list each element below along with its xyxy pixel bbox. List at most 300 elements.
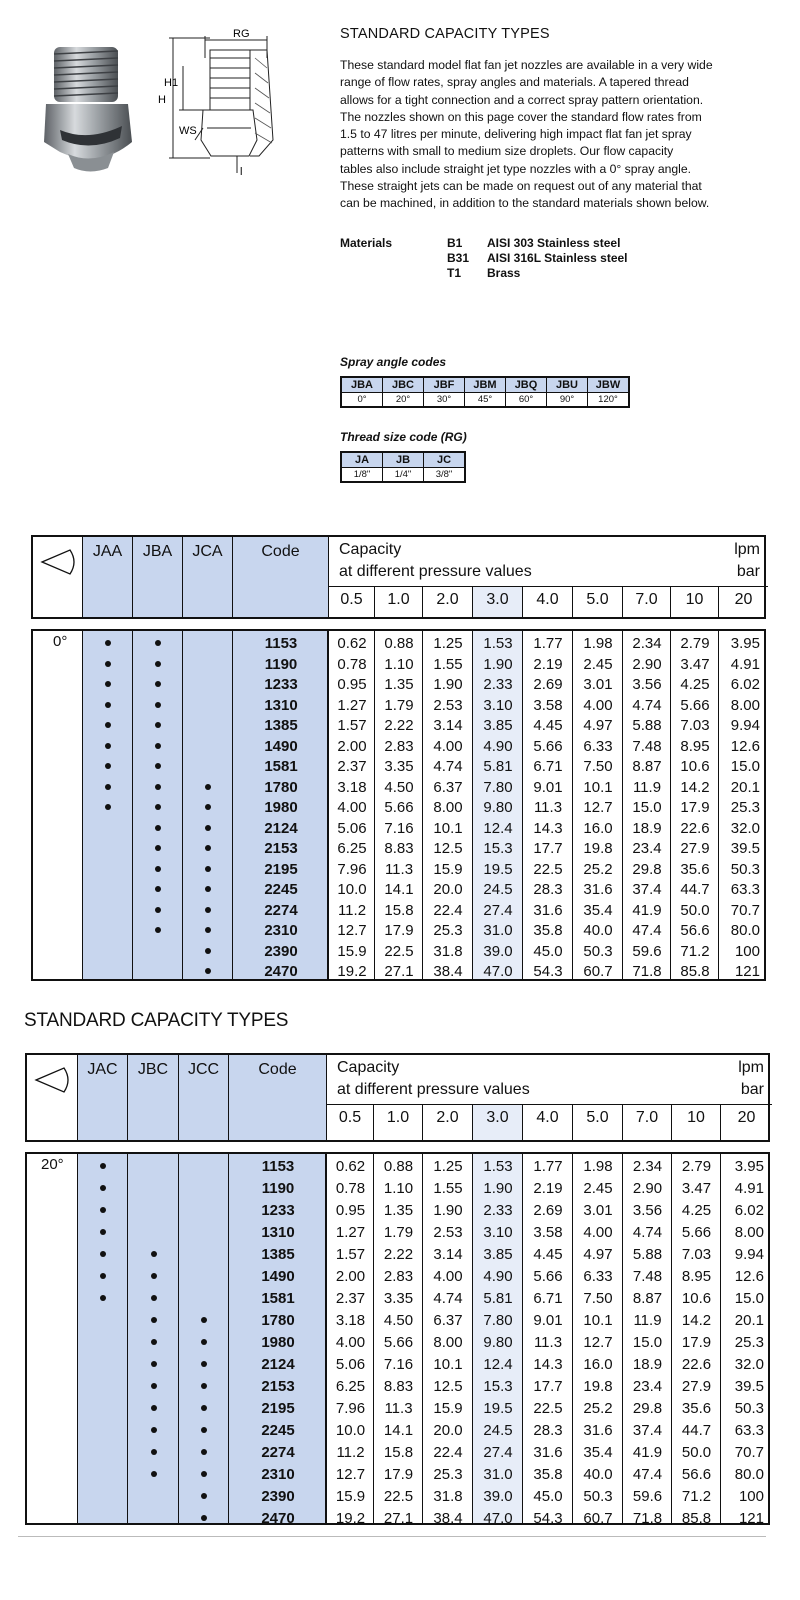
- capacity-value: 6.37: [433, 1312, 463, 1329]
- row-code: 2274: [264, 901, 298, 919]
- availability-dot: [155, 886, 161, 892]
- capacity-value: 2.90: [632, 655, 662, 673]
- capacity-value: 4.00: [335, 1334, 366, 1351]
- capacity-value: 31.6: [583, 881, 613, 898]
- capacity-value: 2.90: [632, 1180, 663, 1197]
- capacity-value: 1.98: [583, 635, 613, 652]
- capacity-value: 9.80: [483, 799, 513, 816]
- row-code: 1581: [264, 758, 298, 775]
- capacity-value: 7.16: [383, 1356, 414, 1373]
- availability-dot: [205, 948, 211, 954]
- capacity-value: 17.7: [533, 840, 563, 857]
- nozzle-type-header: JAC: [78, 1055, 128, 1140]
- capacity-value: 47.4: [632, 1466, 663, 1483]
- capacity-value: 25.2: [583, 860, 613, 878]
- row-code: 1190: [264, 655, 298, 673]
- capacity-value: 31.6: [583, 1422, 613, 1439]
- capacity-value: 3.58: [533, 1224, 563, 1241]
- capacity-value: 28.3: [533, 881, 563, 898]
- capacity-label: Capacity: [339, 541, 402, 558]
- capacity-value: 2.34: [632, 635, 662, 652]
- capacity-value: 6.33: [583, 1268, 613, 1285]
- capacity-value: 12.7: [335, 1466, 366, 1483]
- capacity-value: 14.1: [384, 881, 414, 898]
- capacity-value: 5.66: [680, 696, 710, 714]
- capacity-value: 27.1: [383, 1510, 414, 1527]
- capacity-value: 22.5: [533, 860, 563, 878]
- capacity-value: 47.4: [632, 922, 662, 939]
- unit-bar: bar: [736, 563, 760, 580]
- capacity-value: 6.71: [533, 758, 563, 775]
- unit-lpm: lpm: [734, 541, 760, 558]
- availability-dot: [205, 927, 211, 933]
- row-code: 1233: [264, 676, 298, 693]
- drawing-label-h1: H1: [164, 77, 179, 89]
- row-code: 2195: [264, 860, 298, 878]
- capacity-value: 35.6: [681, 1400, 712, 1417]
- capacity-value: 45.0: [533, 1488, 563, 1505]
- capacity-label: Capacity: [337, 1059, 400, 1076]
- capacity-value: 2.45: [583, 655, 613, 673]
- availability-dot: [151, 1295, 157, 1301]
- row-code: 2274: [261, 1444, 295, 1461]
- capacity-value: 1.77: [533, 635, 563, 652]
- capacity-value: 4.50: [383, 1312, 414, 1329]
- intro-line: patterns with small to medium size droplets. Our flow capacity: [340, 144, 674, 159]
- capacity-value: 100: [734, 942, 760, 960]
- capacity-value: 22.5: [533, 1400, 563, 1417]
- row-code: 2245: [264, 881, 298, 898]
- capacity-value: 15.8: [384, 901, 414, 919]
- capacity-value: 1.98: [583, 1158, 613, 1175]
- row-code: 1780: [264, 778, 298, 796]
- capacity-value: 7.80: [483, 778, 513, 796]
- capacity-value: 12.7: [583, 799, 613, 816]
- intro-line: These standard model flat fan jet nozzles are available in a very wide: [340, 58, 713, 72]
- capacity-value: 50.3: [583, 1488, 613, 1505]
- capacity-value: 14.2: [681, 1312, 712, 1329]
- nozzle-type-header: JCC: [179, 1055, 229, 1140]
- capacity-value: 15.3: [483, 840, 513, 857]
- drawing-label-h: H: [158, 94, 166, 106]
- materials-label: Materials: [340, 236, 393, 250]
- capacity-header: [329, 537, 768, 617]
- table-column: [33, 631, 83, 979]
- capacity-value: 11.2: [336, 1444, 365, 1461]
- material-code: T1: [447, 266, 462, 280]
- capacity-value: 60.7: [583, 1510, 613, 1527]
- availability-dot: [155, 702, 161, 708]
- spray-angle-icon: [27, 1055, 78, 1140]
- capacity-value: 63.3: [730, 881, 760, 898]
- capacity-value: 14.1: [383, 1422, 414, 1439]
- capacity-value: 1.53: [483, 1158, 513, 1175]
- capacity-value: 1.25: [433, 1158, 463, 1175]
- capacity-value: 3.85: [483, 717, 513, 734]
- spray-code: JBM: [465, 377, 506, 393]
- capacity-value: 50.0: [681, 1444, 712, 1461]
- capacity-value: 100: [738, 1488, 764, 1505]
- row-code: 2153: [264, 840, 298, 857]
- capacity-value: 10.6: [680, 758, 710, 775]
- spray-code: JBQ: [506, 377, 547, 393]
- row-code: 1490: [261, 1268, 295, 1285]
- availability-dot: [105, 784, 111, 790]
- capacity-value: 80.0: [730, 922, 760, 939]
- availability-dot: [151, 1383, 157, 1389]
- spray-angle-codes: [340, 355, 630, 408]
- capacity-value: 10.1: [583, 778, 613, 796]
- capacity-value: 1.79: [384, 696, 414, 714]
- capacity-value: 39.5: [730, 840, 760, 857]
- capacity-value: 3.95: [734, 1158, 764, 1175]
- pressure-header: 7.0: [623, 1105, 672, 1140]
- capacity-value: 3.14: [433, 1246, 463, 1263]
- availability-dot: [205, 886, 211, 892]
- capacity-value: 4.00: [433, 1268, 463, 1285]
- capacity-value: 4.90: [483, 737, 513, 755]
- pressure-header: 10: [672, 1105, 721, 1140]
- capacity-value: 22.5: [384, 942, 414, 960]
- capacity-value: 2.53: [433, 1224, 463, 1241]
- capacity-value: 27.4: [483, 1444, 513, 1461]
- capacity-value: 37.4: [632, 881, 662, 898]
- capacity-value: 2.00: [335, 1268, 366, 1285]
- capacity-value: 1.27: [337, 696, 367, 714]
- capacity-value: 8.95: [680, 737, 710, 755]
- row-code: 1310: [261, 1224, 295, 1241]
- capacity-value: 25.2: [583, 1400, 613, 1417]
- row-code: 1190: [261, 1180, 295, 1197]
- availability-dot: [105, 722, 111, 728]
- capacity-value: 6.33: [583, 737, 613, 755]
- unit-lpm: lpm: [738, 1059, 764, 1076]
- availability-dot: [201, 1471, 207, 1477]
- capacity-value: 29.8: [632, 860, 662, 878]
- row-code: 1310: [264, 696, 298, 714]
- capacity-value: 4.90: [483, 1268, 513, 1285]
- nozzle-type-header: JBC: [128, 1055, 179, 1140]
- intro-text: [340, 57, 745, 213]
- spray-code: JBF: [424, 377, 465, 393]
- capacity-value: 121: [734, 963, 760, 980]
- capacity-value: 6.25: [335, 1378, 366, 1395]
- capacity-value: 31.0: [483, 1466, 513, 1483]
- spray-angle: 90°: [547, 393, 588, 408]
- capacity-value: 59.6: [632, 1488, 663, 1505]
- availability-dot: [205, 845, 211, 851]
- code-header: Code: [233, 537, 329, 617]
- capacity-value: 1.35: [383, 1202, 414, 1219]
- capacity-value: 11.3: [384, 1400, 413, 1417]
- spray-code: JBC: [383, 377, 424, 393]
- capacity-value: 27.9: [680, 840, 710, 857]
- availability-dot: [155, 927, 161, 933]
- availability-dot: [151, 1273, 157, 1279]
- capacity-value: 35.6: [680, 860, 710, 878]
- capacity-value: 7.96: [337, 860, 367, 878]
- capacity-value: 9.94: [730, 717, 760, 734]
- capacity-value: 10.1: [433, 819, 463, 837]
- material-code: B1: [447, 236, 463, 250]
- capacity-value: 4.45: [533, 1246, 563, 1263]
- capacity-value: 10.0: [335, 1422, 366, 1439]
- availability-dot: [151, 1427, 157, 1433]
- capacity-value: 3.10: [483, 696, 513, 714]
- row-code: 2153: [261, 1378, 295, 1395]
- row-code: 1780: [261, 1312, 295, 1329]
- material-name: Brass: [487, 266, 521, 280]
- pressure-header: 0.5: [327, 1105, 374, 1140]
- capacity-value: 54.3: [533, 1510, 563, 1527]
- availability-dot: [155, 661, 161, 667]
- capacity-value: 4.00: [583, 696, 613, 714]
- capacity-value: 35.8: [533, 1466, 563, 1483]
- table-body: [31, 629, 766, 981]
- capacity-value: 2.37: [335, 1290, 366, 1307]
- capacity-header: [327, 1055, 772, 1140]
- capacity-value: 1.55: [433, 655, 463, 673]
- capacity-value: 19.2: [337, 963, 367, 980]
- capacity-value: 7.80: [483, 1312, 513, 1329]
- capacity-value: 44.7: [680, 881, 710, 898]
- intro-line: range of flow rates, spray angles and materials. A tapered thread: [340, 75, 689, 90]
- intro-title: STANDARD CAPACITY TYPES: [340, 26, 550, 42]
- availability-dot: [151, 1361, 157, 1367]
- capacity-value: 4.97: [583, 717, 613, 734]
- spray-angle-value: 0°: [53, 633, 68, 650]
- availability-dot: [205, 907, 211, 913]
- capacity-value: 5.06: [335, 1356, 366, 1373]
- capacity-value: 1.90: [433, 676, 463, 693]
- availability-dot: [100, 1295, 106, 1301]
- pressure-header: 1.0: [374, 1105, 423, 1140]
- capacity-value: 27.1: [384, 963, 414, 980]
- capacity-value: 0.95: [337, 676, 367, 693]
- capacity-value: 8.83: [384, 840, 414, 857]
- row-code: 1153: [261, 1158, 295, 1175]
- capacity-value: 2.79: [680, 635, 710, 652]
- capacity-value: 12.4: [483, 819, 513, 837]
- capacity-value: 4.74: [632, 1224, 663, 1241]
- capacity-value: 27.4: [483, 901, 513, 919]
- capacity-value: 47.0: [483, 963, 513, 980]
- capacity-value: 2.69: [533, 676, 563, 693]
- capacity-value: 5.66: [533, 1268, 563, 1285]
- capacity-value: 2.22: [384, 717, 414, 734]
- table-header: [31, 535, 766, 619]
- capacity-value: 45.0: [533, 942, 563, 960]
- spray-angle-icon: [33, 537, 83, 617]
- capacity-value: 0.88: [383, 1158, 414, 1175]
- capacity-value: 12.4: [483, 1356, 513, 1373]
- row-code: 1233: [261, 1202, 295, 1219]
- capacity-value: 14.3: [533, 819, 563, 837]
- spray-code: JBW: [588, 377, 630, 393]
- capacity-value: 31.0: [483, 922, 513, 939]
- capacity-value: 12.7: [337, 922, 367, 939]
- spray-angle: 30°: [424, 393, 465, 408]
- capacity-value: 5.66: [384, 799, 414, 816]
- capacity-value: 7.48: [632, 1268, 663, 1285]
- capacity-value: 3.85: [483, 1246, 513, 1263]
- capacity-value: 8.87: [632, 1290, 663, 1307]
- thread-code: JC: [424, 452, 466, 468]
- nozzle-type-header: JBA: [133, 537, 183, 617]
- capacity-value: 1.53: [483, 635, 513, 652]
- availability-dot: [155, 681, 161, 687]
- capacity-value: 54.3: [533, 963, 563, 980]
- capacity-value: 20.1: [730, 778, 760, 796]
- drawing-label-l: l: [240, 166, 243, 178]
- availability-dot: [155, 825, 161, 831]
- spray-angle-table: [340, 376, 630, 408]
- intro-line: 1.5 to 47 litres per minute, delivering high impact flat fan jet spray: [340, 127, 692, 142]
- capacity-value: 11.3: [384, 860, 414, 878]
- capacity-value: 4.25: [680, 676, 710, 693]
- capacity-value: 56.6: [680, 922, 710, 939]
- availability-dot: [201, 1405, 207, 1411]
- capacity-value: 8.00: [433, 1334, 463, 1351]
- availability-dot: [105, 681, 111, 687]
- capacity-value: 60.7: [583, 963, 613, 980]
- row-code: 2470: [264, 963, 298, 980]
- capacity-value: 23.4: [632, 1378, 663, 1395]
- spray-angle: 60°: [506, 393, 547, 408]
- availability-dot: [155, 866, 161, 872]
- capacity-value: 20.0: [433, 1422, 463, 1439]
- pressure-header: 1.0: [375, 587, 423, 617]
- capacity-value: 2.00: [337, 737, 367, 755]
- capacity-value: 39.0: [483, 1488, 513, 1505]
- availability-dot: [151, 1339, 157, 1345]
- spray-angle: 120°: [588, 393, 630, 408]
- capacity-value: 5.88: [632, 717, 662, 734]
- capacity-value: 10.1: [433, 1356, 463, 1373]
- availability-dot: [155, 845, 161, 851]
- intro-line: The nozzles shown on this page cover the standard flow rates from: [340, 109, 702, 124]
- capacity-value: 40.0: [583, 922, 613, 939]
- capacity-value: 41.9: [632, 1444, 663, 1461]
- capacity-value: 85.8: [680, 963, 710, 980]
- capacity-value: 17.9: [680, 799, 710, 816]
- capacity-value: 17.9: [681, 1334, 712, 1351]
- section-title: STANDARD CAPACITY TYPES: [24, 1010, 289, 1031]
- capacity-value: 5.66: [383, 1334, 414, 1351]
- capacity-value: 5.81: [483, 758, 513, 775]
- capacity-value: 2.19: [533, 1180, 563, 1197]
- availability-dot: [201, 1493, 207, 1499]
- availability-dot: [151, 1317, 157, 1323]
- capacity-value: 6.02: [734, 1202, 764, 1219]
- capacity-value: 2.34: [632, 1158, 663, 1175]
- capacity-value: 121: [738, 1510, 764, 1527]
- capacity-value: 22.5: [383, 1488, 414, 1505]
- capacity-sublabel: at different pressure values: [337, 1081, 530, 1098]
- capacity-value: 71.2: [681, 1488, 712, 1505]
- capacity-value: 1.55: [433, 1180, 463, 1197]
- availability-dot: [155, 804, 161, 810]
- capacity-value: 8.00: [730, 696, 760, 714]
- availability-dot: [205, 866, 211, 872]
- capacity-value: 18.9: [632, 1356, 663, 1373]
- capacity-value: 63.3: [734, 1422, 764, 1439]
- bottom-rule: [18, 1536, 766, 1537]
- capacity-value: 9.80: [483, 1334, 513, 1351]
- thread-size-title: Thread size code (RG): [340, 430, 467, 444]
- pressure-header: 5.0: [573, 1105, 623, 1140]
- availability-dot: [205, 968, 211, 974]
- availability-dot: [155, 907, 161, 913]
- capacity-value: 19.2: [335, 1510, 366, 1527]
- pressure-header: 3.0: [473, 1105, 523, 1140]
- capacity-value: 15.0: [632, 1334, 663, 1351]
- capacity-value: 25.3: [734, 1334, 764, 1351]
- availability-dot: [205, 825, 211, 831]
- availability-dot: [105, 804, 111, 810]
- capacity-value: 2.19: [533, 655, 563, 673]
- pressure-header: 20: [734, 591, 753, 608]
- capacity-value: 15.3: [483, 1378, 513, 1395]
- capacity-value: 19.5: [483, 860, 513, 878]
- capacity-value: 22.6: [680, 819, 710, 837]
- capacity-value: 29.8: [632, 1400, 663, 1417]
- capacity-value: 4.91: [734, 1180, 764, 1197]
- availability-dot: [205, 804, 211, 810]
- capacity-value: 3.10: [483, 1224, 513, 1241]
- material-name: AISI 303 Stainless steel: [487, 236, 621, 250]
- capacity-value: 1.27: [335, 1224, 366, 1241]
- capacity-value: 11.3: [533, 1334, 563, 1351]
- row-code: 2124: [261, 1356, 295, 1373]
- capacity-value: 1.77: [533, 1158, 563, 1175]
- capacity-value: 4.00: [337, 799, 367, 816]
- capacity-value: 12.6: [734, 1268, 764, 1285]
- capacity-value: 16.0: [583, 1356, 613, 1373]
- availability-dot: [151, 1251, 157, 1257]
- code-header: Code: [229, 1055, 327, 1140]
- availability-dot: [201, 1339, 207, 1345]
- capacity-value: 2.83: [383, 1268, 414, 1285]
- capacity-value: 32.0: [734, 1356, 764, 1373]
- capacity-value: 44.7: [681, 1422, 712, 1439]
- capacity-value: 12.6: [730, 737, 760, 755]
- capacity-value: 32.0: [730, 819, 760, 837]
- capacity-value: 50.0: [680, 901, 710, 919]
- capacity-value: 3.56: [632, 1202, 663, 1219]
- capacity-value: 2.37: [337, 758, 367, 775]
- capacity-value: 15.9: [433, 860, 463, 878]
- pressure-header: 10: [671, 587, 719, 617]
- spray-angle: 20°: [383, 393, 424, 408]
- row-code: 2470: [261, 1510, 295, 1527]
- capacity-value: 2.33: [483, 1202, 513, 1219]
- capacity-value: 5.66: [533, 737, 563, 755]
- availability-dot: [100, 1251, 106, 1257]
- capacity-value: 56.6: [681, 1466, 712, 1483]
- capacity-value: 1.10: [384, 655, 414, 673]
- capacity-value: 1.57: [335, 1246, 366, 1263]
- table-header: [25, 1053, 770, 1142]
- row-code: 2390: [264, 942, 298, 960]
- availability-dot: [105, 661, 111, 667]
- capacity-value: 10.1: [583, 1312, 613, 1329]
- capacity-value: 23.4: [632, 840, 662, 857]
- capacity-value: 0.78: [335, 1180, 366, 1197]
- availability-dot: [105, 702, 111, 708]
- capacity-value: 4.00: [583, 1224, 613, 1241]
- pressure-header: 7.0: [623, 587, 671, 617]
